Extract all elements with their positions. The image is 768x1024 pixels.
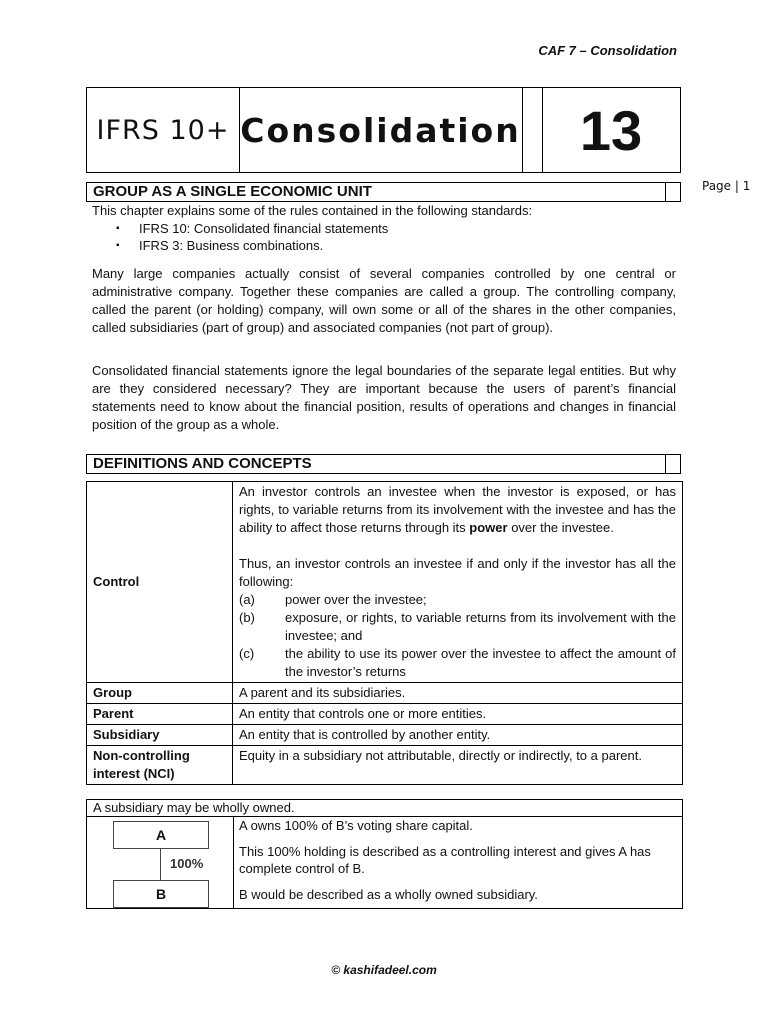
- definition-cell: [233, 482, 683, 683]
- paragraph-group-definition: Many large companies actually consist of several companies controlled by one central or administrative company. Together these companies are called a group. The controlling company, called the parent (or holding) company, will own some or all of the shares in the other companies, called subsidiaries (part of group) and associated companies (not part of group).: [92, 266, 676, 335]
- footer-copyright: © kashifadeel.com: [331, 963, 437, 977]
- example-line: This 100% holding is described as a controlling interest and gives A has complete control of B.: [239, 844, 651, 876]
- section-heading-group: [86, 182, 681, 202]
- subsidiary-example-box: [86, 799, 683, 909]
- section-heading-text: GROUP AS A SINGLE ECONOMIC UNIT: [93, 183, 372, 200]
- chapter-title-block: [86, 87, 681, 173]
- definitions-table: [86, 481, 683, 785]
- condition-item: (a) power over the investee;: [239, 592, 427, 607]
- control-lead: Thus, an investor controls an investee if and only if the investor has all the following:: [239, 556, 676, 589]
- intro-block: [92, 202, 676, 254]
- definition-cell: An entity that controls one or more entities.: [233, 704, 683, 725]
- definition-cell: An entity that is controlled by another entity.: [233, 725, 683, 746]
- heading-end-cell: [665, 183, 680, 201]
- chapter-title: Consolidation: [239, 88, 523, 172]
- standards-list: [92, 220, 676, 254]
- section-heading-definitions: [86, 454, 681, 474]
- table-row: [87, 482, 683, 683]
- table-row: [87, 725, 683, 746]
- section-heading-text: DEFINITIONS AND CONCEPTS: [93, 455, 312, 472]
- list-item: ▪ IFRS 10: Consolidated financial statements: [92, 220, 676, 237]
- standard-label: IFRS 10+: [87, 88, 240, 172]
- term-cell: Group: [87, 683, 233, 704]
- definition-cell: Equity in a subsidiary not attributable, directly or indirectly, to a parent.: [233, 746, 683, 785]
- page-number: Page | 1: [702, 179, 751, 193]
- example-intro: A subsidiary may be wholly owned.: [93, 800, 295, 815]
- subsidiary-box-b: B: [113, 880, 209, 908]
- table-row: [87, 746, 683, 785]
- ownership-connector: [160, 848, 161, 880]
- intro-text: This chapter explains some of the rules contained in the following standards:: [92, 203, 533, 218]
- table-row: [87, 704, 683, 725]
- term-cell: Subsidiary: [87, 725, 233, 746]
- term-cell: Parent: [87, 704, 233, 725]
- condition-item: (b) exposure, or rights, to variable returns from its involvement with the investee; and: [239, 610, 676, 643]
- title-divider: [522, 88, 543, 172]
- example-line: B would be described as a wholly owned subsidiary.: [239, 887, 538, 902]
- example-line: A owns 100% of B’s voting share capital.: [239, 818, 473, 833]
- list-item: ▪ IFRS 3: Business combinations.: [92, 237, 676, 254]
- term-cell: Non-controlling interest (NCI): [87, 746, 233, 785]
- heading-end-cell: [665, 455, 680, 473]
- definition-cell: A parent and its subsidiaries.: [233, 683, 683, 704]
- condition-item: (c) the ability to use its power over the investee to affect the amount of the investor’s returns: [239, 646, 676, 679]
- ownership-percent: 100%: [170, 856, 204, 871]
- paragraph-consolidation-purpose: Consolidated financial statements ignore the legal boundaries of the separate legal entities. But why are they considered necessary? They are important because the users of parent’s financial statements need to know about the financial position, results of operations and changes in financial position of the group as a whole.: [92, 363, 676, 432]
- ownership-diagram: [113, 821, 223, 907]
- term-cell: Control: [87, 482, 233, 683]
- example-explanation: [239, 817, 677, 912]
- table-row: [87, 683, 683, 704]
- control-definition: An investor controls an investee when the investor is exposed, or has rights, to variable returns from its involvement with the investee and has the ability to affect those returns through its power over the investee.: [239, 484, 676, 535]
- parent-box-a: A: [113, 821, 209, 849]
- divider: [233, 816, 234, 908]
- chapter-number: 13: [579, 98, 643, 162]
- running-header: CAF 7 – Consolidation: [538, 43, 677, 58]
